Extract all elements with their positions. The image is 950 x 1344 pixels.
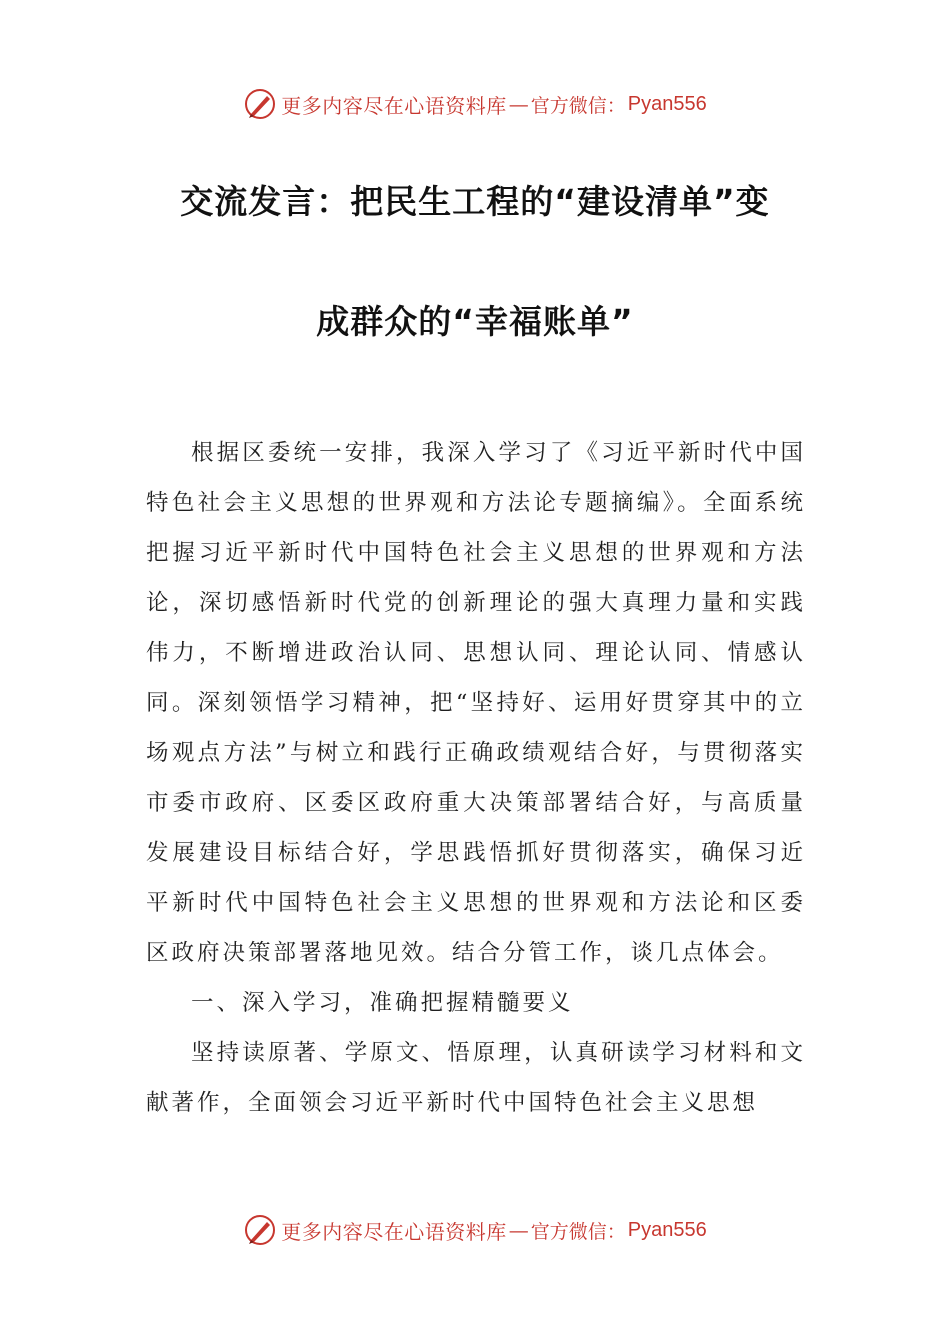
banner-text: 更多内容尽在心语资料库 <box>281 93 507 118</box>
paragraph-intro: 根据区委统一安排，我深入学习了《习近平新时代中国特色社会主义思想的世界观和方法论专题摘编》。全面系统把握习近平新时代中国特色社会主义思想的世界观和方法论，深切感悟新时代党的创新理论的强大真理力量和实践伟力，不断增进政治认同、思想认同、理论认同、情感认同。深刻领悟学习精神，把“坚持好、运用好贯穿其中的立场观点方法”与树立和践行正确政绩观结合好，与贯彻落实市委市政府、区委区政府重大决策部署结合好，与高质量发展建设目标结合好，学思践悟抓好贯彻落实，确保习近平新时代中国特色社会主义思想的世界观和方法论和区委区政府决策部署落地见效。结合分管工作，谈几点体会。 <box>146 440 806 966</box>
pen-logo-icon <box>243 1213 277 1247</box>
document-title-line-1: 交流发言：把民生工程的“建设清单”变 <box>180 182 770 221</box>
banner-wechat-label: 官方微信： <box>530 94 626 117</box>
header-watermark-banner <box>0 82 950 126</box>
banner-wechat-id: Pyan556 <box>627 1218 707 1241</box>
footer-watermark-banner <box>0 1208 950 1252</box>
banner-wechat-label: 官方微信： <box>530 1220 626 1243</box>
document-body <box>146 428 806 1128</box>
paragraph-section-1: 坚持读原著、学原文、悟原理，认真研读学习材料和文献著作，全面领会习近平新时代中国特色社会主义思想 <box>146 1040 806 1116</box>
banner-wechat-id: Pyan556 <box>627 92 707 115</box>
banner-text: 更多内容尽在心语资料库 <box>281 1219 507 1244</box>
banner-separator: — <box>508 1218 529 1242</box>
pen-logo-icon <box>243 87 277 121</box>
banner-separator: — <box>508 92 529 116</box>
section-heading-1: 一、深入学习，准确把握精髓要义 <box>191 990 574 1016</box>
document-title-line-2: 成群众的“幸福账单” <box>316 302 634 341</box>
